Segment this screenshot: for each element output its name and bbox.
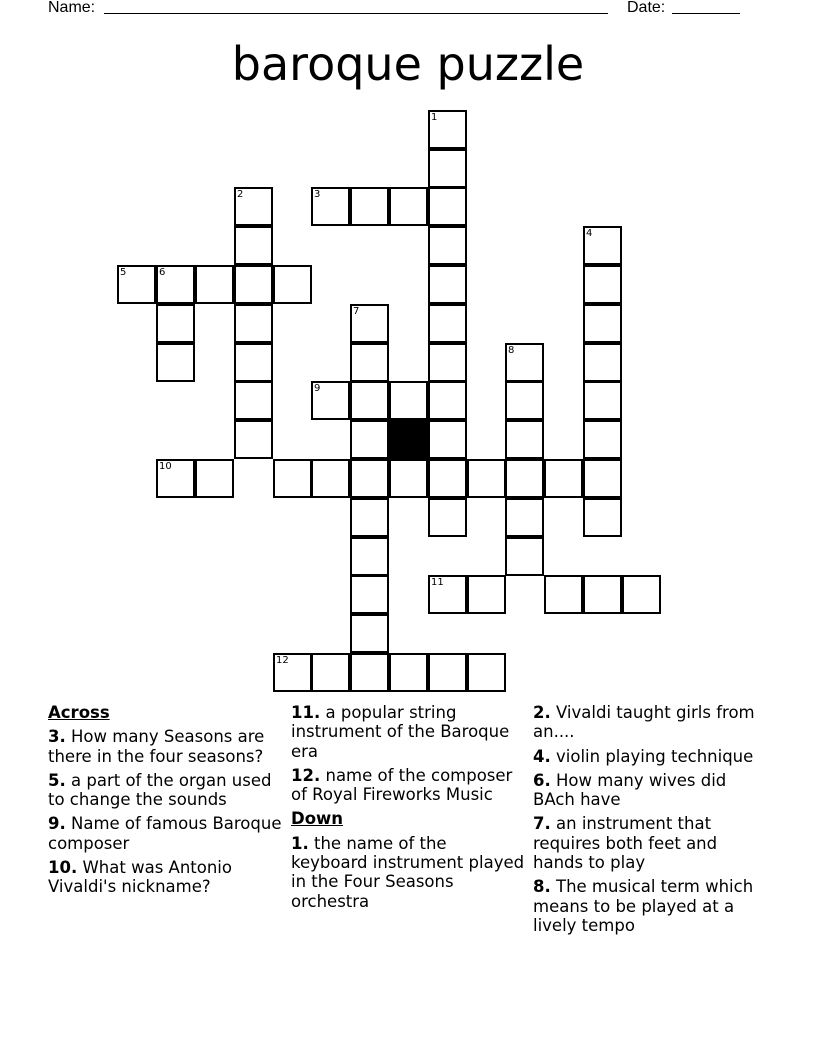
grid-cell[interactable] (467, 653, 506, 692)
grid-cell[interactable] (428, 381, 467, 420)
clue-number: 10 (159, 461, 172, 472)
grid-cell[interactable] (428, 187, 467, 226)
grid-cell[interactable] (583, 304, 622, 343)
clue-number: 11 (431, 577, 444, 588)
grid-cell[interactable] (583, 498, 622, 537)
grid-cell-11[interactable] (428, 575, 467, 614)
black-cell (389, 420, 428, 459)
grid-cell[interactable] (505, 459, 544, 498)
grid-cell[interactable] (583, 265, 622, 304)
grid-cell[interactable] (505, 498, 544, 537)
grid-cell[interactable] (467, 459, 506, 498)
clue-down-2: 2. Vivaldi taught girls from an.... (533, 703, 755, 742)
clue-number: 1 (431, 112, 438, 123)
grid-cell[interactable] (428, 265, 467, 304)
grid-cell[interactable] (428, 498, 467, 537)
grid-cell[interactable] (505, 537, 544, 576)
clue-down-6: 6. How many wives did BAch have (533, 770, 727, 810)
clue-down-8: 8. The musical term which means to be played at a lively tempo (533, 877, 754, 935)
clue-down-1: 1. the name of the keyboard instrument played in the Four Seasons orchestra (291, 833, 525, 911)
grid-cell[interactable] (350, 420, 389, 459)
grid-cell[interactable] (350, 381, 389, 420)
grid-cell[interactable] (234, 265, 273, 304)
clue-across-10: 10. What was Antonio Vivaldi's nickname? (48, 858, 232, 897)
grid-cell-7[interactable] (350, 304, 389, 343)
grid-cell[interactable] (350, 498, 389, 537)
grid-cell[interactable] (311, 653, 350, 692)
clue-number: 12 (276, 655, 289, 666)
grid-cell[interactable] (350, 459, 389, 498)
grid-cell[interactable] (234, 420, 273, 459)
grid-cell[interactable] (350, 575, 389, 614)
grid-cell-5[interactable] (117, 265, 156, 304)
grid-cell-9[interactable] (311, 381, 350, 420)
clue-number: 8 (508, 345, 515, 356)
grid-cell-10[interactable] (156, 459, 195, 498)
grid-cell[interactable] (350, 614, 389, 653)
grid-cell[interactable] (389, 381, 428, 420)
grid-cell[interactable] (195, 265, 234, 304)
clue-number: 9 (314, 383, 321, 394)
grid-cell[interactable] (311, 459, 350, 498)
clue-down-4: 4. violin playing technique (533, 746, 754, 766)
clue-number: 4 (586, 228, 593, 239)
grid-cell-8[interactable] (505, 343, 544, 382)
grid-cell-1[interactable] (428, 110, 467, 149)
clue-down-7: 7. an instrument that requires both feet and hands to play (533, 814, 718, 873)
grid-cell[interactable] (389, 459, 428, 498)
grid-cell[interactable] (428, 420, 467, 459)
grid-cell[interactable] (505, 381, 544, 420)
clue-number: 5 (120, 267, 127, 278)
clue-column-3 (533, 703, 767, 940)
grid-cell-3[interactable] (311, 187, 350, 226)
clue-across-3: 3. How many Seasons are there in the four seasons? (48, 727, 265, 766)
grid-cell[interactable] (350, 187, 389, 226)
grid-cell[interactable] (389, 187, 428, 226)
clue-number: 3 (314, 189, 321, 200)
grid-cell[interactable] (273, 265, 312, 304)
grid-cell[interactable] (583, 381, 622, 420)
grid-cell[interactable] (428, 226, 467, 265)
grid-cell-12[interactable] (273, 653, 312, 692)
grid-cell[interactable] (544, 459, 583, 498)
clue-across-12: 12. name of the composer of Royal Fireworks Music (291, 765, 513, 805)
grid-cell[interactable] (428, 459, 467, 498)
grid-cell[interactable] (273, 459, 312, 498)
grid-cell[interactable] (622, 575, 661, 614)
across-heading: Across (48, 703, 110, 722)
grid-cell-2[interactable] (234, 187, 273, 226)
grid-cell[interactable] (350, 343, 389, 382)
grid-cell[interactable] (350, 537, 389, 576)
grid-cell[interactable] (583, 343, 622, 382)
grid-cell[interactable] (389, 653, 428, 692)
clue-column-1 (48, 703, 282, 902)
grid-cell[interactable] (156, 343, 195, 382)
clue-number: 6 (159, 267, 166, 278)
grid-cell[interactable] (428, 653, 467, 692)
grid-cell-6[interactable] (156, 265, 195, 304)
grid-cell[interactable] (156, 304, 195, 343)
grid-cell[interactable] (234, 343, 273, 382)
grid-cell[interactable] (467, 575, 506, 614)
clue-across-5: 5. a part of the organ used to change the sounds (48, 770, 272, 810)
clue-column-2 (291, 703, 525, 916)
grid-cell[interactable] (544, 575, 583, 614)
grid-cell[interactable] (428, 304, 467, 343)
clue-across-11: 11. a popular string instrument of the Baroque era (291, 703, 510, 761)
grid-cell[interactable] (583, 420, 622, 459)
grid-cell[interactable] (428, 343, 467, 382)
grid-cell[interactable] (195, 459, 234, 498)
grid-cell[interactable] (234, 304, 273, 343)
date-label: Date: (627, 0, 666, 16)
clue-number: 7 (353, 306, 360, 317)
grid-cell[interactable] (428, 149, 467, 188)
grid-cell[interactable] (583, 459, 622, 498)
grid-cell[interactable] (350, 653, 389, 692)
grid-cell[interactable] (583, 575, 622, 614)
clue-across-9: 9. Name of famous Baroque composer (48, 814, 282, 853)
grid-cell[interactable] (234, 226, 273, 265)
grid-cell[interactable] (234, 381, 273, 420)
name-label: Name: (48, 0, 96, 16)
clue-number: 2 (237, 189, 244, 200)
grid-cell[interactable] (505, 420, 544, 459)
down-heading: Down (291, 809, 344, 829)
grid-cell-4[interactable] (583, 226, 622, 265)
puzzle-title: baroque puzzle (231, 37, 585, 91)
